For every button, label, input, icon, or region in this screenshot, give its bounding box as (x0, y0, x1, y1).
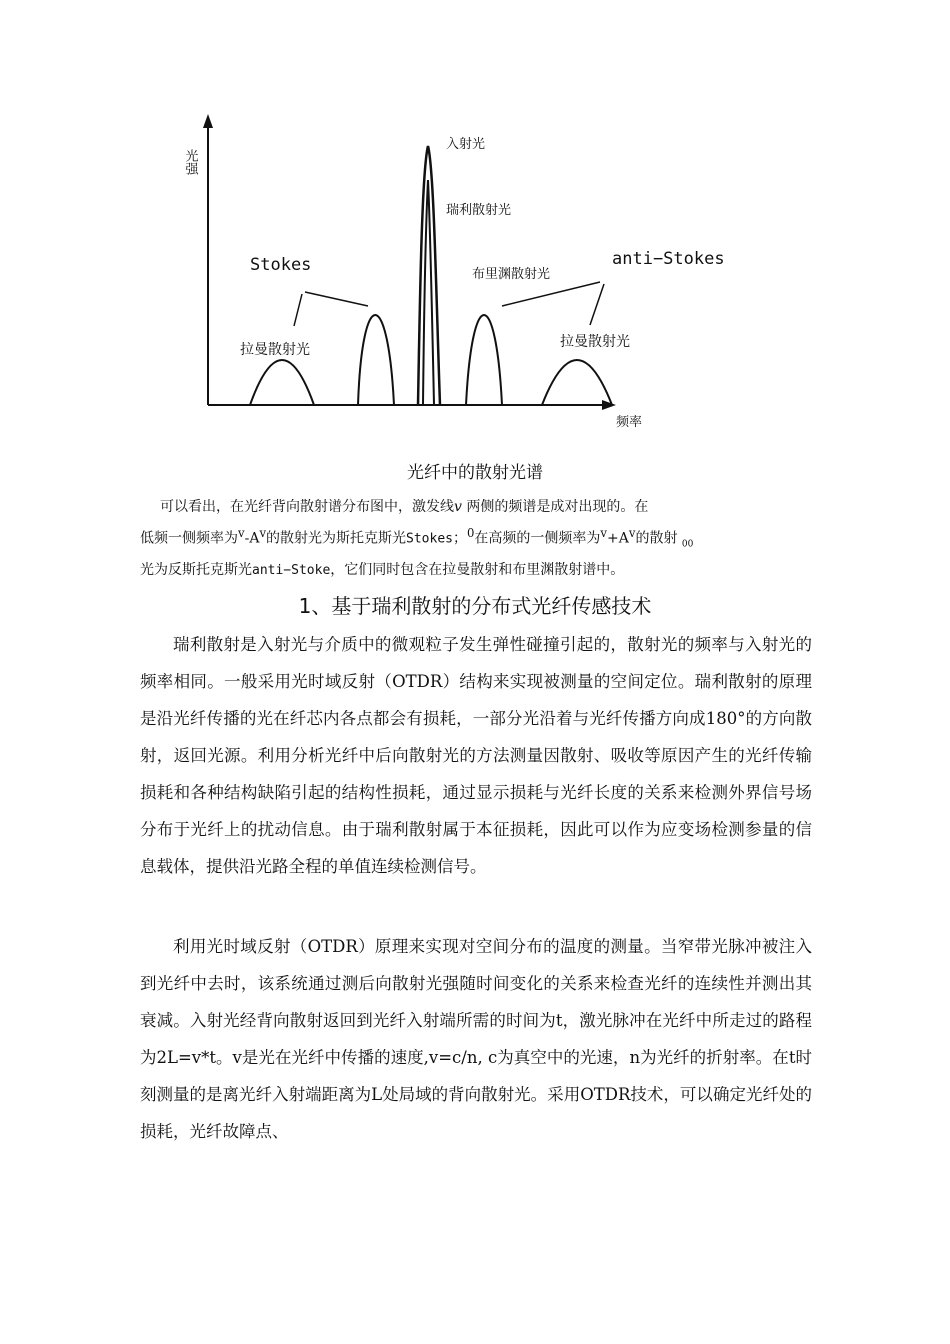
superscript: v (259, 526, 267, 540)
stokes-leader-1 (305, 292, 368, 306)
superscript: 0 (467, 526, 475, 540)
scattering-spectrum-figure (160, 110, 725, 440)
anti-stokes-leader-1 (502, 282, 600, 306)
explanation-text: 的散射光为斯托克斯光 (266, 530, 407, 547)
figure-caption: 光纤中的散射光谱 (407, 463, 543, 483)
explanation-text: -A (244, 530, 260, 547)
brillouin-anti-stokes-peak (466, 315, 502, 405)
incident-rayleigh-inner (423, 180, 434, 405)
explanation-text: 两侧的频谱是成对出现的。在 (466, 499, 649, 515)
brillouin-stokes-peak (358, 315, 394, 405)
raman-label-left: 拉曼散射光 (240, 342, 310, 358)
explanation-text: 光为反斯托克斯光 (140, 562, 252, 579)
nu-symbol: v (454, 499, 462, 515)
anti-stokes-label: anti−Stokes (612, 249, 725, 269)
explanation-text: ； (453, 530, 467, 547)
anti-stokes-leader-2 (590, 284, 604, 325)
explanation-text: 在高频的一侧频率为 (474, 530, 601, 547)
figure-explanation (140, 494, 820, 584)
anti-stokes-word: anti−Stoke (252, 563, 331, 579)
paragraph-rayleigh: 瑞利散射是入射光与介质中的微观粒子发生弹性碰撞引起的，散射光的频率与入射光的频率相同。一般采用光时域反射（OTDR）结构来实现被测量的空间定位。瑞利散射的原理是沿光纤传播的光在纤芯内各点都会有损耗，一部分光沿着与光纤传播方向成180°的方向散射，返回光源。利用分析光纤中后向散射光的方法测量因散射、吸收等原因产生的光纤传输损耗和各种结构缺陷引起的结构性损耗，通过显示损耗与光纤长度的关系来检测外界信号场分布于光纤上的扰动信息。由于瑞利散射属于本征损耗，因此可以作为应变场检测参量的信息载体，提供沿光路全程的单值连续检测信号。 (140, 635, 812, 876)
x-axis-arrow (602, 400, 616, 410)
explanation-text: ，它们同时包含在拉曼散射和布里渊散射谱中。 (330, 562, 625, 579)
rayleigh-label: 瑞利散射光 (446, 203, 512, 218)
explanation-text: 的散射 (635, 530, 678, 547)
brillouin-label: 布里渊散射光 (472, 267, 551, 282)
subscript: 00 (681, 539, 694, 550)
raman-stokes-peak (250, 360, 314, 405)
superscript: v (600, 526, 608, 540)
explanation-line-2 (140, 520, 820, 557)
stokes-leader-2 (294, 294, 302, 326)
raman-anti-stokes-peak (542, 360, 612, 405)
paragraph-otdr: 利用光时域反射（OTDR）原理来实现对空间分布的温度的测量。当窄带光脉冲被注入到光纤中去时，该系统通过测后向散射光强随时间变化的关系来检查光纤的连续性并测出其衰减。入射光经背向散射返回到光纤入射端所需的时间为t，激光脉冲在光纤中所走过的路程为2L=v*t。v是光在光纤中传播的速度,v=c/n, c为真空中的光速，n为光纤的折射率。在t时刻测量的是离光纤入射端距离为L处局域的背向散射光。采用OTDR技术，可以确定光纤处的损耗，光纤故障点、 (140, 937, 812, 1141)
y-axis-arrow (203, 114, 213, 128)
explanation-text: 低频一侧频率为 (140, 530, 238, 547)
y-axis-label: 光强 (182, 149, 198, 175)
stokes-label: Stokes (250, 255, 312, 275)
explanation-text: +A (607, 530, 629, 547)
superscript: v (238, 526, 245, 540)
x-axis-label: 频率 (616, 415, 643, 430)
stokes-word: Stokes (406, 531, 453, 547)
explanation-line-1 (140, 494, 820, 520)
raman-label-right: 拉曼散射光 (560, 334, 630, 350)
explanation-text: 可以看出，在光纤背向散射谱分布图中，激发线 (160, 499, 454, 515)
section-heading: 1、基于瑞利散射的分布式光纤传感技术 (298, 594, 652, 618)
superscript: v (628, 526, 636, 540)
explanation-line-3 (140, 557, 820, 584)
incident-light-label: 入射光 (446, 137, 486, 152)
